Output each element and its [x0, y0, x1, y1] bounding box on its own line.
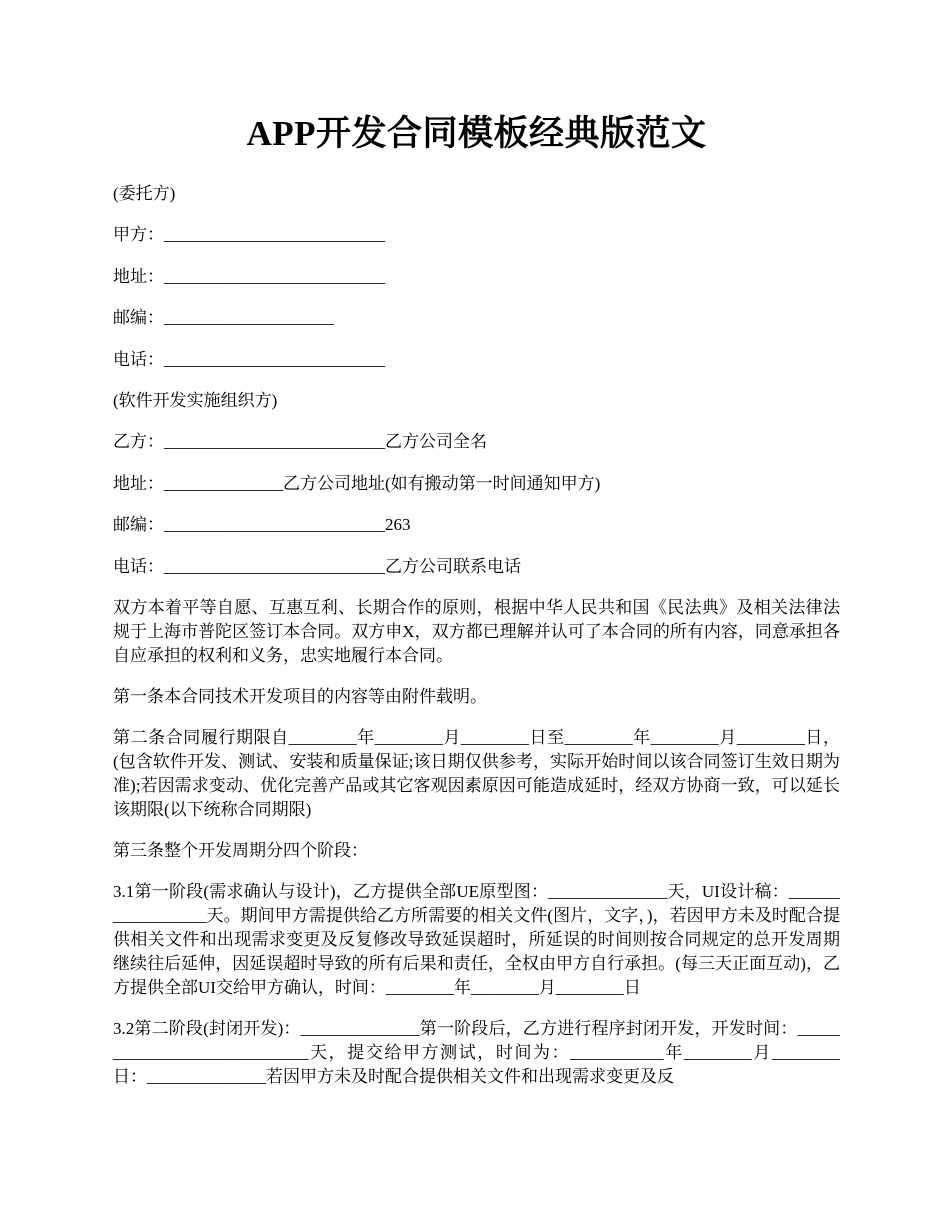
clause-3-2-paragraph: 3.2第二阶段(封闭开发)：______________第一阶段后，乙方进行程序封闭开发，开发时间：____________________________天，提交给甲方测试，时间为：___________年________月________日：______________若因甲方未及时配合提供相关文件和出现需求变更及反	[113, 1018, 840, 1086]
party-a-name-line: 甲方：__________________________	[113, 225, 385, 245]
party-a-phone-line: 电话：__________________________	[113, 349, 385, 369]
party-b-postcode-line: 邮编：__________________________263	[113, 515, 411, 535]
preamble-paragraph: 双方本着平等自愿、互惠互利、长期合作的原则，根据中华人民共和国《民法典》及相关法律法规于上海市普陀区签订本合同。双方申X，双方都已理解并认可了本合同的所有内容，同意承担各自应承担的权利和义务，忠实地履行本合同。	[113, 597, 840, 665]
party-b-address-line: 地址：______________乙方公司地址(如有搬动第一时间通知甲方)	[113, 473, 601, 493]
party-a-postcode-line: 邮编：____________________	[113, 308, 334, 328]
article-2-paragraph: 第二条合同履行期限自________年________月________日至________年________月________日，(包含软件开发、测试、安装和质量保证;该日期仅供参考，实际开始时间以该合同签订生效日期为准);若因需求变动、优化完善产品或其它客观因素原因可能造成延时，经双方协商一致，可以延长该期限(以下统称合同期限)	[113, 727, 840, 819]
party-b-name-line: 乙方：__________________________乙方公司全名	[113, 432, 487, 452]
article-1-paragraph: 第一条本合同技术开发项目的内容等由附件载明。	[113, 686, 487, 706]
clause-3-1-paragraph: 3.1第一阶段(需求确认与设计)，乙方提供全部UE原型图：______________天，UI设计稿：_________________天。期间甲方需提供给乙方所需要的相关文件(图片，文字，)，若因甲方未及时配合提供相关文件和出现需求变更及反复修改导致延误超时，所延误的时间则按合同规定的总开发周期继续往后延伸，因延误超时导致的所有后果和责任，全权由甲方自行承担。(每三天正面互动)，乙方提供全部UI交给甲方确认，时间：________年________月________日	[113, 881, 840, 997]
party-b-phone-line: 电话：__________________________乙方公司联系电话	[113, 556, 521, 576]
article-3-paragraph: 第三条整个开发周期分四个阶段：	[113, 840, 368, 860]
party-a-address-line: 地址：__________________________	[113, 266, 385, 286]
party-a-heading: (委托方)	[113, 184, 176, 203]
party-b-heading: (软件开发实施组织方)	[113, 390, 278, 410]
document-title: APP开发合同模板经典版范文	[246, 114, 707, 153]
